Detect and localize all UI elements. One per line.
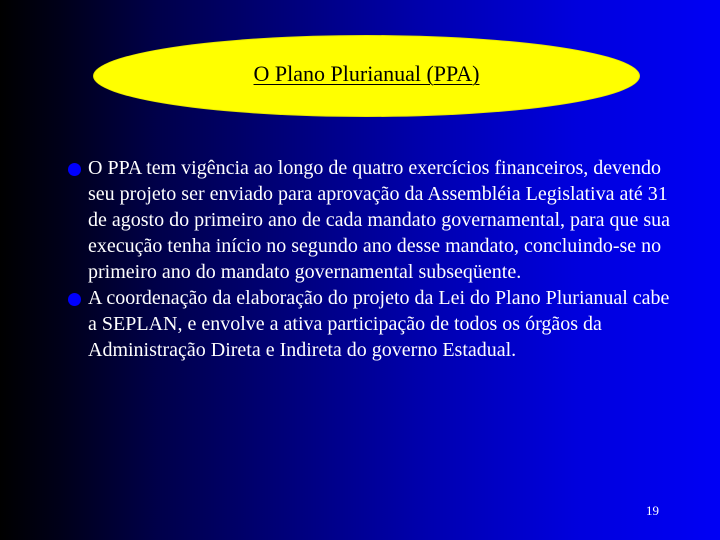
bullet-item bbox=[62, 285, 682, 363]
bullet-text: A coordenação da elaboração do projeto da Lei do Plano Plurianual cabe a SEPLAN, e envolve a ativa participação de todos os órgãos da Administração Direta e Indireta do governo Estadual. bbox=[88, 287, 670, 361]
slide-title: O Plano Plurianual (PPA) bbox=[253, 61, 480, 86]
bullet-item bbox=[62, 155, 682, 285]
bullet-icon bbox=[68, 293, 81, 306]
bullet-icon bbox=[68, 163, 81, 176]
page-number: 19 bbox=[646, 503, 659, 518]
bullet-list bbox=[62, 155, 682, 363]
bullet-text: O PPA tem vigência ao longo de quatro exercícios financeiros, devendo seu projeto ser enviado para aprovação da Assembléia Legislativa até 31 de agosto do primeiro ano de cada mandato governamental, para que sua execução tenha início no segundo ano desse mandato, concluindo-se no primeiro ano do mandato governamental subseqüente. bbox=[88, 157, 671, 283]
